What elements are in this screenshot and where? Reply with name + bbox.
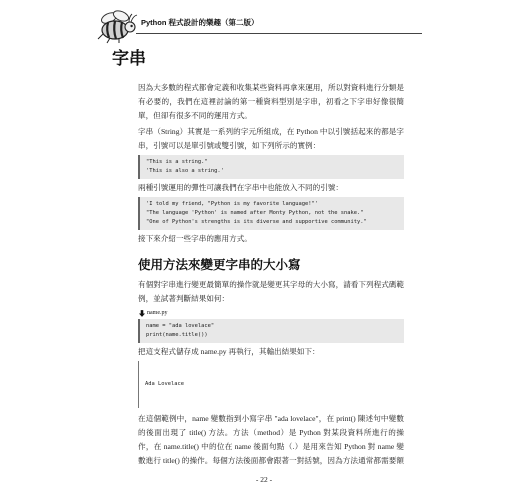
section-title: 字串 [112,49,146,68]
output-line: Ada Lovelace [145,381,184,387]
paragraph-string-definition: 字串（String）其實是一系列的字元所組成，在 Python 中以引號括起來的都是字串，引號可以是單引號或雙引號，如下列所示的實例： [138,127,404,150]
down-arrow-icon [139,310,145,317]
code-line: "This is a string." [146,159,208,165]
page-number: - 22 - [255,475,273,484]
code-block-mixed-quotes [138,197,404,230]
code-line: 'I told my friend, "Python is my favorite language!"' [146,201,319,207]
output-block [138,361,404,408]
paragraph-case-intro: 有個對字串進行變更最簡單的操作就是變更其字母的大小寫，請看下列程式碼範例，並試著判斷結果如何： [138,280,404,303]
code-block-name-py [138,319,404,343]
code-line: "The language 'Python' is named after Monty Python, not the snake." [146,210,364,216]
code-line: 'This is also a string.' [146,168,224,174]
header-rule [136,33,422,34]
code-line: print(name.title()) [146,332,208,338]
paragraph-quote-flexibility: 兩種引號運用的彈性可讓我們在字串中也能放入不同的引號： [138,183,344,192]
paragraph-run-program: 把這支程式儲存成 name.py 再執行，其輸出結果如下： [138,347,320,356]
running-header-title: Python 程式設計的樂趣（第二版） [141,18,259,27]
paragraph-intro: 因為大多數的程式都會定義和收集某些資料再拿來運用，所以對資料進行分類是有必要的，我們在這裡討論的第一種資料型別是字串，初看之下字串好像很簡單，但卻有很多不同的運用方式。 [138,83,404,120]
book-mascot-logo-icon [95,8,139,44]
file-name: name.py [147,310,168,316]
subsection-title: 使用方法來變更字串的大小寫 [138,258,301,272]
code-line: "One of Python's strengths is its diverse and supportive community." [146,219,367,225]
file-label [138,308,404,318]
code-block-quotes [138,155,404,179]
paragraph-next: 接下來介紹一些字串的應用方式。 [138,234,252,243]
page-content [138,81,404,469]
paragraph-title-method-explanation: 在這個範例中，name 變數指到小寫字串 "ada lovelace"，在 print() 陳述句中變數的後面出現了 title() 方法。方法（method）是 Python 對某段資料所進行的操作，在 name.title() 中的位在 name 後面句點（.）是用來告知 Python 對 name 變數進行 title() 的操作。每個方法後面都會跟著一對括號，因為方法通常都需要額 [138,414,404,465]
code-line: name = "ada lovelace" [146,323,215,329]
